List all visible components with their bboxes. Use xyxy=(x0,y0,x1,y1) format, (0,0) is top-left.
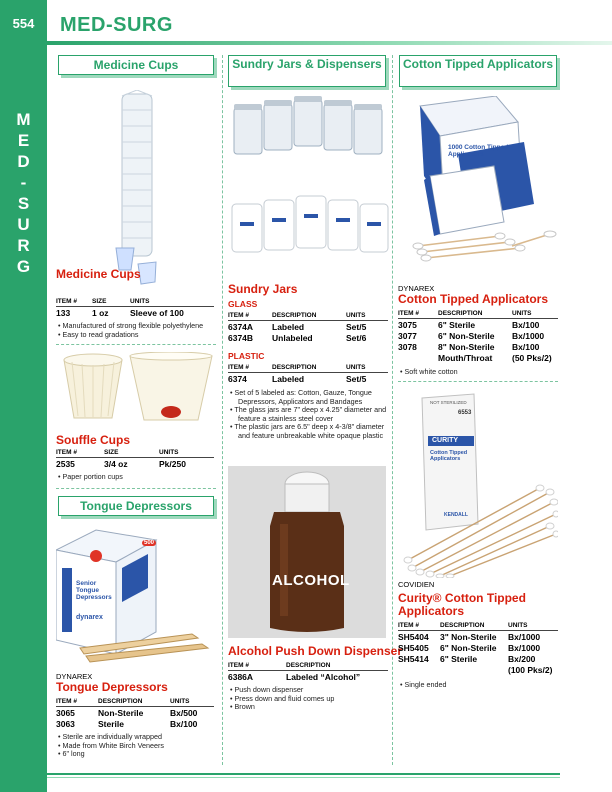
sidebar-letter: R xyxy=(17,236,30,255)
col-header: SIZE xyxy=(92,298,130,307)
col-header: ITEM # xyxy=(398,310,438,319)
pkg-number: 6553 xyxy=(458,410,472,416)
col-header: UNITS xyxy=(170,698,214,707)
alcohol-dispenser-title: Alcohol Push Down Dispenser xyxy=(228,644,403,658)
col-header: UNITS xyxy=(346,364,388,373)
col-header: ITEM # xyxy=(228,364,272,373)
tongue-depressors-title: Tongue Depressors xyxy=(56,680,168,694)
covidien-brand: COVIDIEN xyxy=(398,580,435,589)
list-item: • Easy to read gradations xyxy=(58,331,216,340)
souffle-cups-title: Souffle Cups xyxy=(56,433,130,447)
sundry-jars-bullets xyxy=(230,389,388,441)
cotton-applicators-header: Cotton Tipped Applicators xyxy=(399,55,557,87)
list-item: • Single ended xyxy=(400,681,558,690)
divider xyxy=(56,344,216,345)
column-divider xyxy=(392,55,393,765)
sidebar-letter: E xyxy=(17,131,30,150)
col-header: ITEM # xyxy=(228,662,286,671)
sidebar-letter: G xyxy=(16,257,31,276)
table-row: SH5414 6" Sterile Bx/200 xyxy=(398,654,536,664)
cotton-applicators-bullets xyxy=(400,368,558,377)
col-header: UNITS xyxy=(512,310,558,319)
col-header: ITEM # xyxy=(56,298,92,307)
page-title: MED-SURG xyxy=(60,14,173,36)
sidebar-letter: S xyxy=(17,194,30,213)
sidebar-letter: D xyxy=(17,152,30,171)
table-row: 3063 Sterile Bx/100 xyxy=(56,719,198,729)
list-item: • Set of 5 labeled as: Cotton, Gauze, Tongue Depressors, Applicators and Bandages xyxy=(230,389,388,406)
table-row: 6386A Labeled “Alcohol” xyxy=(228,672,361,682)
glass-jars-table xyxy=(228,312,388,343)
pkg-note: NOT STERILIZED xyxy=(430,400,467,405)
list-item: • Made from White Birch Veneers xyxy=(58,742,216,751)
cotton-applicators-title: Cotton Tipped Applicators xyxy=(398,292,548,306)
divider xyxy=(398,381,558,382)
sundry-jars-header: Sundry Jars & Dispensers xyxy=(228,55,386,87)
curity-applicators-image xyxy=(400,392,558,578)
list-item: • Soft white cotton xyxy=(400,368,558,377)
souffle-cups-image xyxy=(60,352,216,432)
dynarex-brand: DYNAREX xyxy=(398,284,435,293)
col-header: UNITS xyxy=(130,298,214,307)
sundry-jars-image xyxy=(228,96,390,256)
sundry-jars-title: Sundry Jars xyxy=(228,282,298,296)
col-header: UNITS xyxy=(508,622,558,631)
box-brand: dynarex xyxy=(456,212,483,219)
table-row: SH5404 3" Non-Sterile Bx/1000 xyxy=(398,632,541,642)
col-header: DESCRIPTION xyxy=(286,662,388,671)
medicine-cups-table xyxy=(56,298,214,318)
pkg-text: Cotton Tipped Applicators xyxy=(430,450,468,462)
col-header: SIZE xyxy=(104,449,159,458)
table-row: 6374B Unlabeled Set/6 xyxy=(228,333,367,343)
column-divider xyxy=(222,55,223,765)
table-row: 2535 3/4 oz Pk/250 xyxy=(56,459,186,469)
sidebar-letter: - xyxy=(20,173,27,192)
curity-applicators-table xyxy=(398,622,558,675)
pkg-brand: CURITY xyxy=(432,437,459,444)
list-item: • Paper portion cups xyxy=(58,473,216,482)
plastic-jars-table xyxy=(228,364,388,384)
medicine-cups-image xyxy=(104,90,170,286)
list-item: • Manufactured of strong flexible polyethylene xyxy=(58,322,216,331)
col-header: ITEM # xyxy=(398,622,440,631)
box-count-badge: 500 xyxy=(144,540,155,546)
alcohol-dispenser-table xyxy=(228,662,388,682)
table-row: Mouth/Throat (50 Pks/2) xyxy=(438,353,552,363)
list-item: • The plastic jars are 6.5" deep x 4-3/8" diameter and feature unbreakable white opaque plastic xyxy=(230,423,388,440)
list-item: • 6" long xyxy=(58,750,216,759)
pkg-maker: KENDALL xyxy=(444,512,468,518)
souffle-cups-bullets xyxy=(58,473,216,482)
table-row: 3065 Non-Sterile Bx/500 xyxy=(56,708,198,718)
cotton-applicators-image xyxy=(400,96,558,282)
list-item: • Press down and fluid comes up xyxy=(230,695,388,704)
list-item: • Brown xyxy=(230,703,388,712)
col-header: DESCRIPTION xyxy=(98,698,170,707)
col-header: DESCRIPTION xyxy=(440,622,508,631)
medicine-cups-header: Medicine Cups xyxy=(58,55,214,75)
table-row: (100 Pks/2) xyxy=(508,665,553,675)
col-header: DESCRIPTION xyxy=(438,310,512,319)
col-header: DESCRIPTION xyxy=(272,364,346,373)
alcohol-dispenser-image xyxy=(228,466,386,638)
list-item: • Sterile are individually wrapped xyxy=(58,733,216,742)
table-row: 6374A Labeled Set/5 xyxy=(228,322,367,332)
col-header: ITEM # xyxy=(56,449,104,458)
cotton-applicators-table xyxy=(398,310,558,363)
alcohol-dispenser-bullets xyxy=(230,686,388,712)
list-item: • The glass jars are 7" deep x 4.25" diameter and feature a stainless steel cover xyxy=(230,406,388,423)
list-item: • Push down dispenser xyxy=(230,686,388,695)
plastic-label: PLASTIC xyxy=(228,351,265,361)
col-header: ITEM # xyxy=(56,698,98,707)
table-row: 133 1 oz Sleeve of 100 xyxy=(56,308,184,318)
tongue-depressors-header: Tongue Depressors xyxy=(58,496,214,516)
medicine-cups-title: Medicine Cups xyxy=(56,267,141,281)
table-row: SH5405 6" Non-Sterile Bx/1000 xyxy=(398,643,541,653)
tongue-depressors-table xyxy=(56,698,214,729)
table-row: 3075 6" Sterile Bx/100 xyxy=(398,320,540,330)
tongue-depressors-image xyxy=(56,528,216,668)
sidebar-letter: M xyxy=(16,110,31,129)
bottom-rule-thin xyxy=(47,777,560,778)
box-brand: dynarex xyxy=(76,614,103,621)
table-row: 6374 Labeled Set/5 xyxy=(228,374,367,384)
box-text: 1000 Cotton Tipped Applicators xyxy=(448,144,509,158)
souffle-cups-table xyxy=(56,449,214,469)
sidebar-letter: U xyxy=(17,215,30,234)
tongue-brand: DYNAREX xyxy=(56,672,93,681)
top-rule xyxy=(47,41,612,45)
medicine-cups-bullets xyxy=(58,322,216,339)
bottom-rule xyxy=(47,773,560,775)
curity-applicators-title: Curity® Cotton Tipped Applicators xyxy=(398,591,526,618)
tongue-depressors-bullets xyxy=(58,733,216,759)
col-header: UNITS xyxy=(346,312,388,321)
table-row: 3078 8" Non-Sterile Bx/100 xyxy=(398,342,540,352)
col-header: UNITS xyxy=(159,449,214,458)
box-label: Senior Tongue Depressors xyxy=(76,580,112,601)
col-header: DESCRIPTION xyxy=(272,312,346,321)
divider xyxy=(56,488,216,489)
col-header: ITEM # xyxy=(228,312,272,321)
glass-label: GLASS xyxy=(228,299,258,309)
table-row: 3077 6" Non-Sterile Bx/1000 xyxy=(398,331,545,341)
curity-applicators-bullets xyxy=(400,681,558,690)
page-number: 554 xyxy=(12,16,35,31)
bottle-label: ALCOHOL xyxy=(272,572,350,589)
